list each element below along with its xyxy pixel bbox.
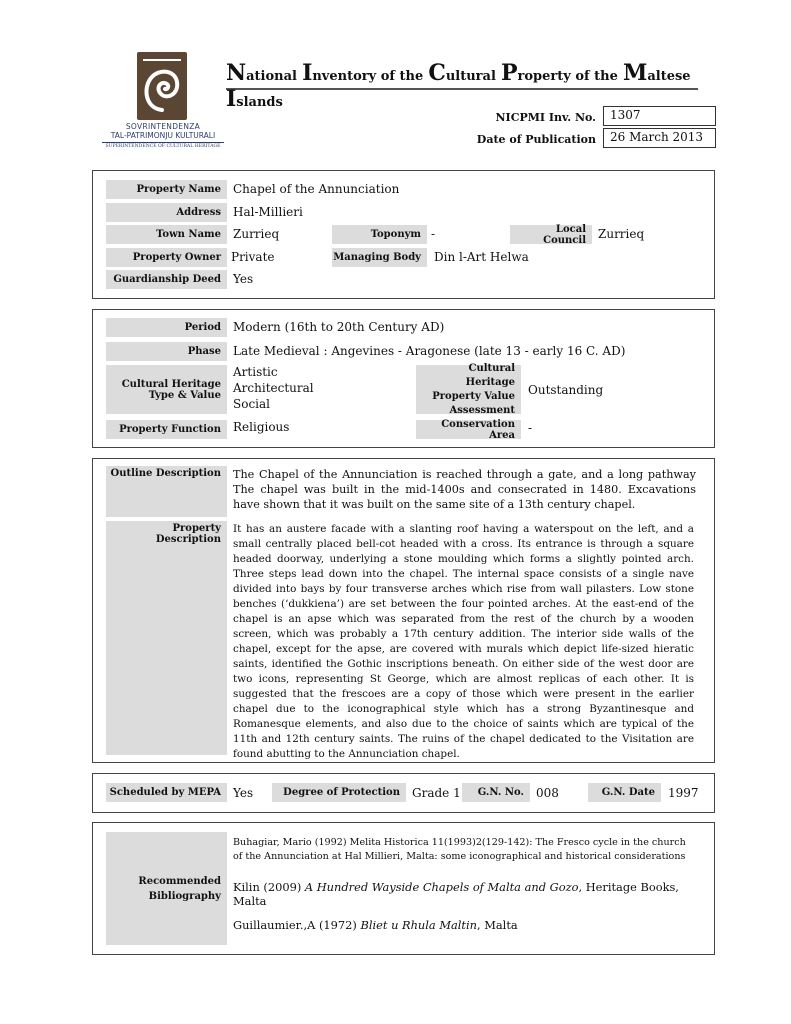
outline-description-text: The Chapel of the Annunciation is reached through a gate, and a long pathway The chapel was built in the mid-1400s and consecrated in 1480. Excavations have shown that it was built on the same site of a 13th century chapel. [233, 468, 696, 511]
gn-date-label: G.N. Date [588, 783, 661, 802]
heritage-type-label: Cultural Heritage Type & Value [106, 365, 227, 414]
managing-body-label: Managing Body [332, 248, 427, 267]
address-value: Hal-Millieri [233, 205, 303, 219]
bibliography-entry: Buhagiar, Mario (1992) Melita Historica 11(1993)2(129-142): The Fresco cycle in the church of the Annunciation at Hal Millieri, Malta: some iconographical and historical considerations [233, 837, 686, 862]
property-owner-label: Property Owner [106, 248, 227, 267]
phase-label: Phase [106, 342, 227, 361]
property-name-value: Chapel of the Annunciation [233, 182, 400, 196]
period-label: Period [106, 318, 227, 337]
inventory-number-value: 1307 [603, 106, 716, 126]
value-assessment-value: Outstanding [528, 383, 604, 397]
scheduled-by-mepa-label: Scheduled by MEPA [106, 783, 227, 802]
logo-text-line2: TAL-PATRIMONJU KULTURALI [110, 131, 216, 140]
town-name-value: Zurrieq [233, 227, 280, 241]
conservation-area-label: Conservation Area [416, 420, 521, 439]
bibliography-entry: Guillaumier.,A (1972) Bliet u Rhula Maltin, Malta [233, 918, 518, 932]
logo-text-line3: SUPERINTENDENCE OF CULTURAL HERITAGE [102, 142, 224, 149]
publication-date-value: 26 March 2013 [603, 128, 716, 148]
title-word: Inventory of the [302, 60, 424, 86]
title-word: Property of the [500, 60, 618, 86]
logo-text-line1: SOVRINTENDENZA [125, 122, 201, 131]
degree-of-protection-label: Degree of Protection [272, 783, 406, 802]
heritage-type-value: Social [233, 397, 270, 411]
heritage-type-values [233, 364, 314, 412]
property-function-label: Property Function [106, 420, 227, 439]
title-word: National [226, 60, 297, 86]
gn-date-value: 1997 [668, 786, 699, 800]
value-assessment-label: Cultural Heritage Property Value Assessment [416, 365, 521, 414]
toponym-label: Toponym [332, 225, 427, 244]
degree-of-protection-value: Grade 1 [412, 786, 461, 800]
guardianship-deed-label: Guardianship Deed [106, 270, 227, 289]
gn-number-label: G.N. No. [462, 783, 530, 802]
scheduled-by-mepa-value: Yes [233, 786, 254, 800]
managing-body-value: Din l-Art Helwa [434, 250, 529, 264]
guardianship-deed-value: Yes [233, 272, 254, 286]
property-description-label: Property Description [106, 521, 227, 755]
title-word: Cultural [428, 60, 496, 86]
property-owner-value: Private [231, 250, 275, 264]
local-council-value: Zurrieq [598, 227, 645, 241]
outline-description-label: Outline Description [106, 466, 227, 517]
bibliography-entry: Kilin (2009) A Hundred Wayside Chapels of Malta and Gozo, Heritage Books, Malta [233, 880, 679, 908]
title-word: Islands [226, 86, 283, 112]
property-name-label: Property Name [106, 180, 227, 199]
phase-value: Late Medieval : Angevines - Aragonese (late 13 - early 16 C. AD) [233, 344, 626, 358]
document-title [226, 60, 698, 112]
property-function-value: Religious [233, 420, 290, 434]
conservation-area-value: - [528, 421, 533, 435]
gn-number-value: 008 [536, 786, 559, 800]
toponym-value: - [431, 227, 436, 241]
period-value: Modern (16th to 20th Century AD) [233, 320, 445, 334]
spiral-emblem-icon [137, 52, 187, 120]
heritage-type-value: Artistic [233, 365, 278, 379]
heritage-type-value: Architectural [233, 381, 314, 395]
town-name-label: Town Name [106, 225, 227, 244]
publication-date-label: Date of Publication [476, 133, 596, 146]
property-description-text: It has an austere facade with a slanting roof having a waterspout on the left, and a small centrally placed bell-cot headed with a cross. Its entrance is through a square headed doorway, underlying a stone moulding which forms a slightly pointed arch. Three steps lead down into the chapel. The internal space consists of a single nave divided into bays by four transverse arches which rise from wall pilasters. Low stone benches (‘dukkiena’) are set between the four pointed arches. At the east-end of the chapel is an apse which was separated from the rest of the church by a wooden screen, which was probably a 17th century addition. The interior side walls of the chapel, except for the apse, are covered with murals which depict life-sized hieratic saints, identified the Gothic inscriptions beneath. On either side of the west door are two icons, representing St George, which are almost replicas of each other. It is suggested that the frescoes are a copy of those which were present in the earlier chapel due to the iconographical style which has a strong Byzantinesque and Romanesque elements, and also due to the choice of saints which are typical of the 11th and 12th century saints. The ruins of the chapel dedicated to the Visitation are found abutting to the Annunciation chapel. [233, 523, 694, 760]
title-word: Maltese [622, 60, 691, 86]
local-council-label: Local Council [510, 225, 592, 244]
inventory-number-label: NICPMI Inv. No. [495, 111, 596, 124]
address-label: Address [106, 203, 227, 222]
bibliography-label: Recommended Bibliography [106, 832, 227, 945]
superintendence-logo [100, 52, 226, 152]
